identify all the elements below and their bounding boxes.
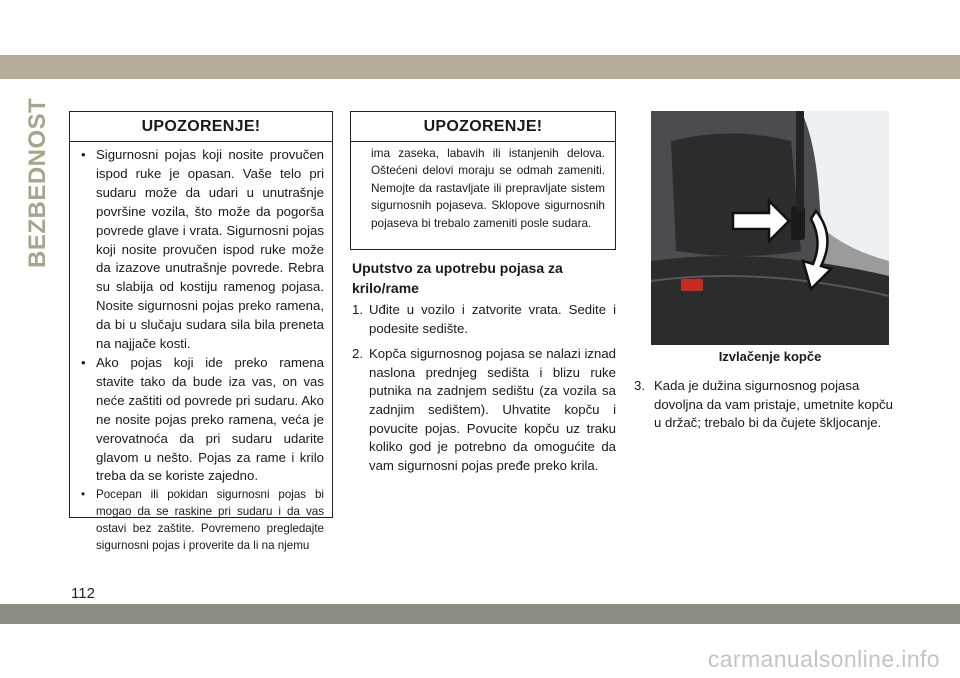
seat-cushion bbox=[651, 256, 889, 345]
step-number: 3. bbox=[634, 378, 645, 393]
instruction-steps-continued bbox=[634, 377, 900, 433]
instruction-step bbox=[352, 345, 616, 475]
watermark: carmanualsonline.info bbox=[707, 646, 940, 672]
warning-box-mid bbox=[350, 111, 616, 250]
footer-band bbox=[0, 604, 960, 624]
page-number: 112 bbox=[71, 585, 95, 602]
warning-item: • Sigurnosni pojas koji nosite provučen ispod ruke je opasan. Vaše telo pri sudaru može da udari u unutrašnje površine vozila, što može da pogorša povrede glave i vrata. Sigurnosni pojas koji nosite provučen ispod ruke može da izazove unutrašnje povrede. Rebra su slabija od kostiju ramenog pojasa. Nosite sigurnosni pojas preko ramena, da bi u slučaju sudara sila bila preneta na najjače kosti. bbox=[79, 146, 324, 354]
instruction-steps bbox=[352, 301, 616, 482]
seatbelt-photo bbox=[651, 111, 889, 345]
instruction-step bbox=[634, 377, 900, 433]
header-band bbox=[0, 55, 960, 79]
warning-item: • Pocepan ili pokidan sigurnosni pojas bi mogao da se raskine pri sudaru i da vas ostavi bez zaštite. Povremeno pregledajte sigurnosni pojas i proverite da li na njemu bbox=[79, 486, 324, 554]
photo-caption: Izvlačenje kopče bbox=[718, 349, 822, 364]
warning-box-left bbox=[69, 111, 333, 553]
instructions-heading: Uputstvo za upotrebu pojasa za krilo/rame bbox=[352, 260, 563, 296]
step-text: Uđite u vozilo i zatvorite vrata. Sedite i podesite sedište. bbox=[369, 302, 616, 336]
seatbelt-buckle-tongue bbox=[791, 206, 805, 240]
warning-list bbox=[79, 146, 324, 554]
instruction-step bbox=[352, 301, 616, 338]
warning-title: UPOZORENJE! bbox=[70, 112, 332, 142]
buckle-release-button bbox=[681, 279, 703, 291]
seatbelt-webbing bbox=[796, 111, 804, 211]
warning-title: UPOZORENJE! bbox=[351, 112, 615, 142]
seat-back-cushion bbox=[671, 134, 801, 257]
seatbelt-photo-illustration bbox=[651, 111, 889, 345]
warning-item: • Ako pojas koji ide preko ramena stavite tako da bude iza vas, on vas neće zaštiti od povrede pri sudaru. Ako ne nosite pojas preko ramena, veća je verovatnoća da pri sudaru udarite glavom u nešto. Pojas za rame i krilo treba da se koriste zajedno. bbox=[79, 354, 324, 486]
warning-continued-text: ima zaseka, labavih ili istanjenih delova. Oštećeni delovi moraju se odmah zameniti. Nemojte da rastavljate ili prepravljate sistem sigurnosnih pojaseva. Sklopove sigurnosnih pojaseva bi trebalo zameniti posle sudara. bbox=[371, 146, 605, 230]
step-text: Kopča sigurnosnog pojasa se nalazi iznad naslona prednjeg sedišta i blizu ruke putnika na zadnjem sedištu (za vozila sa zadnjim sedištem). Uhvatite kopču i povucite pojas. Povucite kopču uz traku koliko god je potrebno da omogućite da vam sigurnosni pojas pređe preko krila. bbox=[369, 346, 616, 473]
step-number: 1. bbox=[352, 302, 363, 317]
section-label: BEZBEDNOST bbox=[24, 97, 51, 268]
step-text: Kada je dužina sigurnosnog pojasa dovoljna da vam pristaje, umetnite kopču u držač; trebalo bi da čujete škljocanje. bbox=[654, 378, 893, 431]
step-number: 2. bbox=[352, 346, 363, 362]
